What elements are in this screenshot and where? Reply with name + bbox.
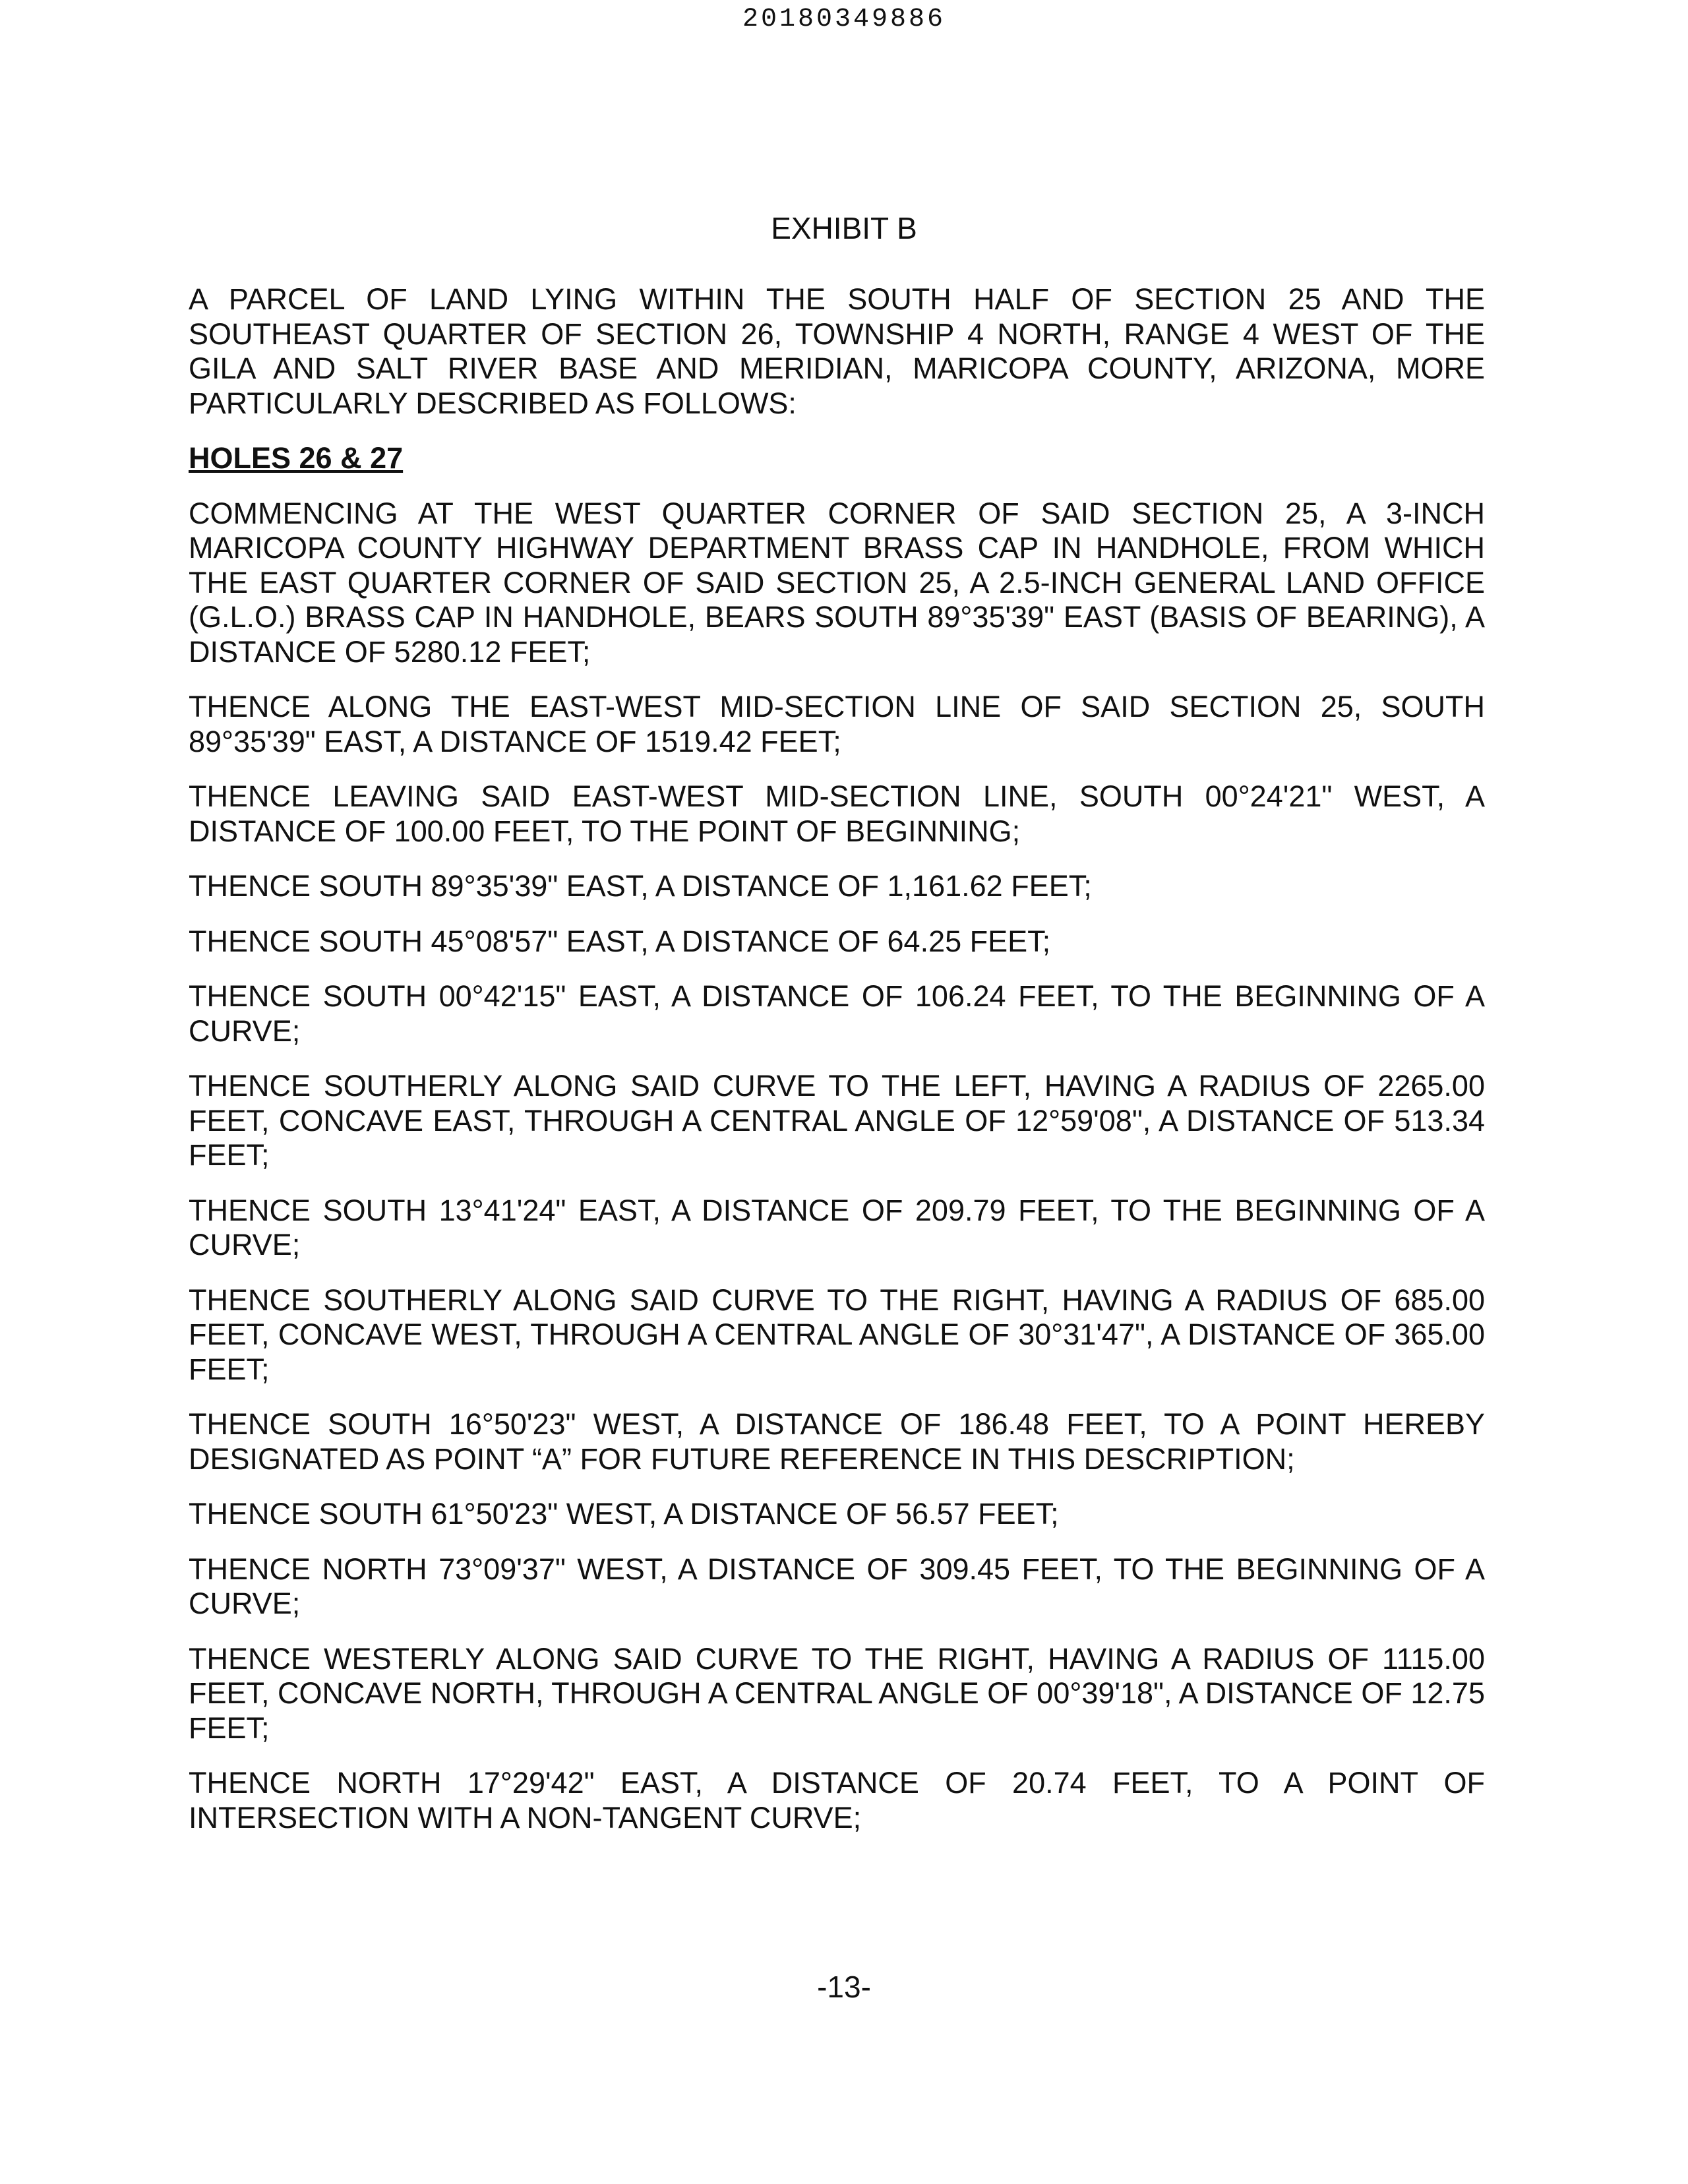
description-paragraph: THENCE NORTH 17°29'42" EAST, A DISTANCE OF 20.74 FEET, TO A POINT OF INTERSECTION WITH A NON-TANGENT CURVE; (189, 1766, 1485, 1835)
description-paragraph: THENCE SOUTH 13°41'24" EAST, A DISTANCE OF 209.79 FEET, TO THE BEGINNING OF A CURVE; (189, 1193, 1485, 1261)
legal-description (189, 282, 1485, 1856)
description-paragraph: THENCE SOUTHERLY ALONG SAID CURVE TO THE LEFT, HAVING A RADIUS OF 2265.00 FEET, CONCAVE EAST, THROUGH A CENTRAL ANGLE OF 12°59'08", A DISTANCE OF 513.34 FEET; (189, 1069, 1485, 1172)
description-paragraph: THENCE SOUTHERLY ALONG SAID CURVE TO THE RIGHT, HAVING A RADIUS OF 685.00 FEET, CONCAVE WEST, THROUGH A CENTRAL ANGLE OF 30°31'47", A DISTANCE OF 365.00 FEET; (189, 1283, 1485, 1386)
description-paragraph: THENCE SOUTH 89°35'39" EAST, A DISTANCE OF 1,161.62 FEET; (189, 869, 1092, 903)
description-paragraph: COMMENCING AT THE WEST QUARTER CORNER OF SAID SECTION 25, A 3-INCH MARICOPA COUNTY HIGHWAY DEPARTMENT BRASS CAP IN HANDHOLE, FROM WHICH THE EAST QUARTER CORNER OF SAID SECTION 25, A 2.5-INCH GENERAL LAND OFFICE (G.L.O.) BRASS CAP IN HANDHOLE, BEARS SOUTH 89°35'39" EAST (BASIS OF BEARING), A DISTANCE OF 5280.12 FEET; (189, 496, 1485, 669)
description-paragraph: THENCE LEAVING SAID EAST-WEST MID-SECTION LINE, SOUTH 00°24'21" WEST, A DISTANCE OF 100.00 FEET, TO THE POINT OF BEGINNING; (189, 779, 1485, 848)
description-paragraph: THENCE SOUTH 61°50'23" WEST, A DISTANCE OF 56.57 FEET; (189, 1497, 1059, 1531)
intro-paragraph: A PARCEL OF LAND LYING WITHIN THE SOUTH HALF OF SECTION 25 AND THE SOUTHEAST QUARTER OF SECTION 26, TOWNSHIP 4 NORTH, RANGE 4 WEST OF THE GILA AND SALT RIVER BASE AND MERIDIAN, MARICOPA COUNTY, ARIZONA, MORE PARTICULARLY DESCRIBED AS FOLLOWS: (189, 282, 1485, 420)
page-number: -13- (817, 1970, 871, 2004)
description-paragraph: THENCE NORTH 73°09'37" WEST, A DISTANCE OF 309.45 FEET, TO THE BEGINNING OF A CURVE; (189, 1552, 1485, 1620)
description-paragraph: THENCE SOUTH 16°50'23" WEST, A DISTANCE OF 186.48 FEET, TO A POINT HEREBY DESIGNATED AS POINT “A” FOR FUTURE REFERENCE IN THIS DESCRIPTION; (189, 1407, 1485, 1476)
description-paragraph: THENCE WESTERLY ALONG SAID CURVE TO THE RIGHT, HAVING A RADIUS OF 1115.00 FEET, CONCAVE NORTH, THROUGH A CENTRAL ANGLE OF 00°39'18", A DISTANCE OF 12.75 FEET; (189, 1641, 1485, 1745)
description-paragraph: THENCE SOUTH 00°42'15" EAST, A DISTANCE OF 106.24 FEET, TO THE BEGINNING OF A CURVE; (189, 979, 1485, 1048)
description-paragraph: THENCE SOUTH 45°08'57" EAST, A DISTANCE OF 64.25 FEET; (189, 924, 1051, 958)
description-paragraph: THENCE ALONG THE EAST-WEST MID-SECTION LINE OF SAID SECTION 25, SOUTH 89°35'39" EAST, A DISTANCE OF 1519.42 FEET; (189, 690, 1485, 758)
exhibit-title: EXHIBIT B (771, 211, 917, 245)
section-heading: HOLES 26 & 27 (189, 441, 404, 475)
document-number: 20180349886 (742, 5, 946, 34)
